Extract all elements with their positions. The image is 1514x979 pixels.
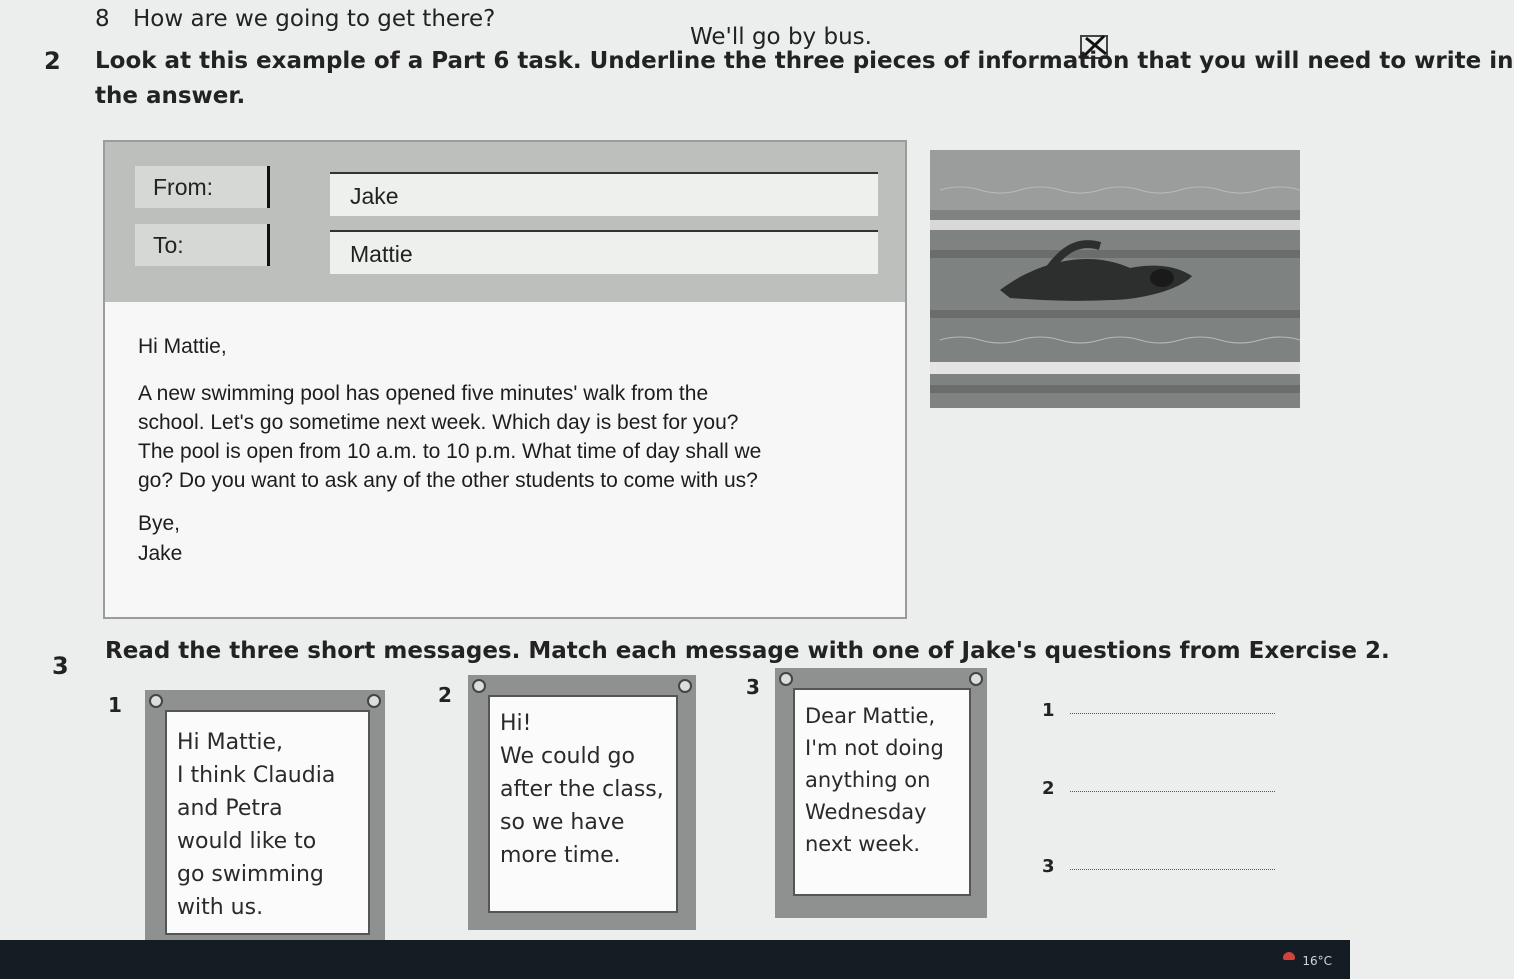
pin-icon	[472, 679, 486, 693]
email-card	[103, 140, 907, 619]
email-line: The pool is open from 10 a.m. to 10 p.m. What time of day shall we	[138, 440, 762, 463]
message-number: 3	[746, 675, 760, 699]
pin-icon	[149, 694, 163, 708]
answer-number: 2	[1042, 778, 1055, 799]
message-text	[167, 712, 368, 924]
to-label: To:	[135, 224, 270, 266]
message-text	[490, 697, 676, 872]
pin-icon	[678, 679, 692, 693]
email-message	[138, 379, 761, 495]
message-paper	[165, 710, 370, 935]
message-line: next week.	[805, 832, 921, 856]
pin-icon	[969, 672, 983, 686]
exercise-3-instruction: Read the three short messages. Match each message with one of Jake's questions from Exercise 2.	[105, 638, 1390, 664]
message-paper	[793, 688, 971, 896]
from-label: From:	[135, 166, 270, 208]
email-line: A new swimming pool has opened five minutes' walk from the	[138, 382, 709, 405]
email-signature: Jake	[138, 542, 183, 565]
message-card-2	[468, 675, 696, 930]
message-line: I think Claudia	[177, 763, 336, 788]
message-line: anything on	[805, 768, 931, 792]
exercise-2-number: 2	[44, 47, 61, 75]
from-field: Jake	[330, 172, 878, 216]
answer-number: 3	[1042, 856, 1055, 877]
message-line: with us.	[177, 895, 264, 920]
email-greeting: Hi Mattie,	[138, 335, 227, 358]
weather-icon	[1283, 952, 1295, 960]
exercise-3-number: 3	[52, 652, 69, 680]
message-line: more time.	[500, 843, 621, 868]
exercise-2-instruction	[95, 44, 1514, 114]
temperature-readout: 16°C	[1302, 954, 1332, 968]
email-header	[105, 142, 905, 302]
message-line: We could go	[500, 744, 635, 769]
item-question: How are we going to get there?	[133, 6, 496, 32]
to-field: Mattie	[330, 230, 878, 274]
message-card-3	[775, 668, 987, 918]
message-paper	[488, 695, 678, 913]
instruction-line: Look at this example of a Part 6 task. Underline the three pieces of information that you will need to write in	[95, 48, 1514, 74]
message-line: Wednesday	[805, 800, 927, 824]
answer-line-1[interactable]	[1070, 712, 1275, 714]
message-line: and Petra	[177, 796, 283, 821]
instruction-line: the answer.	[95, 83, 246, 109]
email-signoff: Bye,	[138, 512, 181, 535]
message-card-1	[145, 690, 385, 960]
message-line: after the class,	[500, 777, 664, 802]
message-number: 1	[108, 693, 122, 717]
pin-icon	[367, 694, 381, 708]
email-line: go? Do you want to ask any of the other students to come with us?	[138, 469, 758, 492]
message-text	[795, 690, 969, 860]
message-line: would like to	[177, 829, 317, 854]
answer-number: 1	[1042, 700, 1055, 721]
answer-line-3[interactable]	[1070, 868, 1275, 870]
taskbar	[0, 940, 1350, 979]
item-answer: We'll go by bus.	[690, 24, 872, 50]
message-line: so we have	[500, 810, 625, 835]
item-number: 8	[95, 6, 110, 32]
message-line: I'm not doing	[805, 736, 944, 760]
message-line: Hi Mattie,	[177, 730, 284, 755]
message-line: Hi!	[500, 711, 532, 736]
answer-line-2[interactable]	[1070, 790, 1275, 792]
message-line: go swimming	[177, 862, 324, 887]
email-line: school. Let's go sometime next week. Which day is best for you?	[138, 411, 739, 434]
message-number: 2	[438, 683, 452, 707]
pin-icon	[779, 672, 793, 686]
message-line: Dear Mattie,	[805, 704, 936, 728]
swimmer-photo	[930, 150, 1300, 408]
